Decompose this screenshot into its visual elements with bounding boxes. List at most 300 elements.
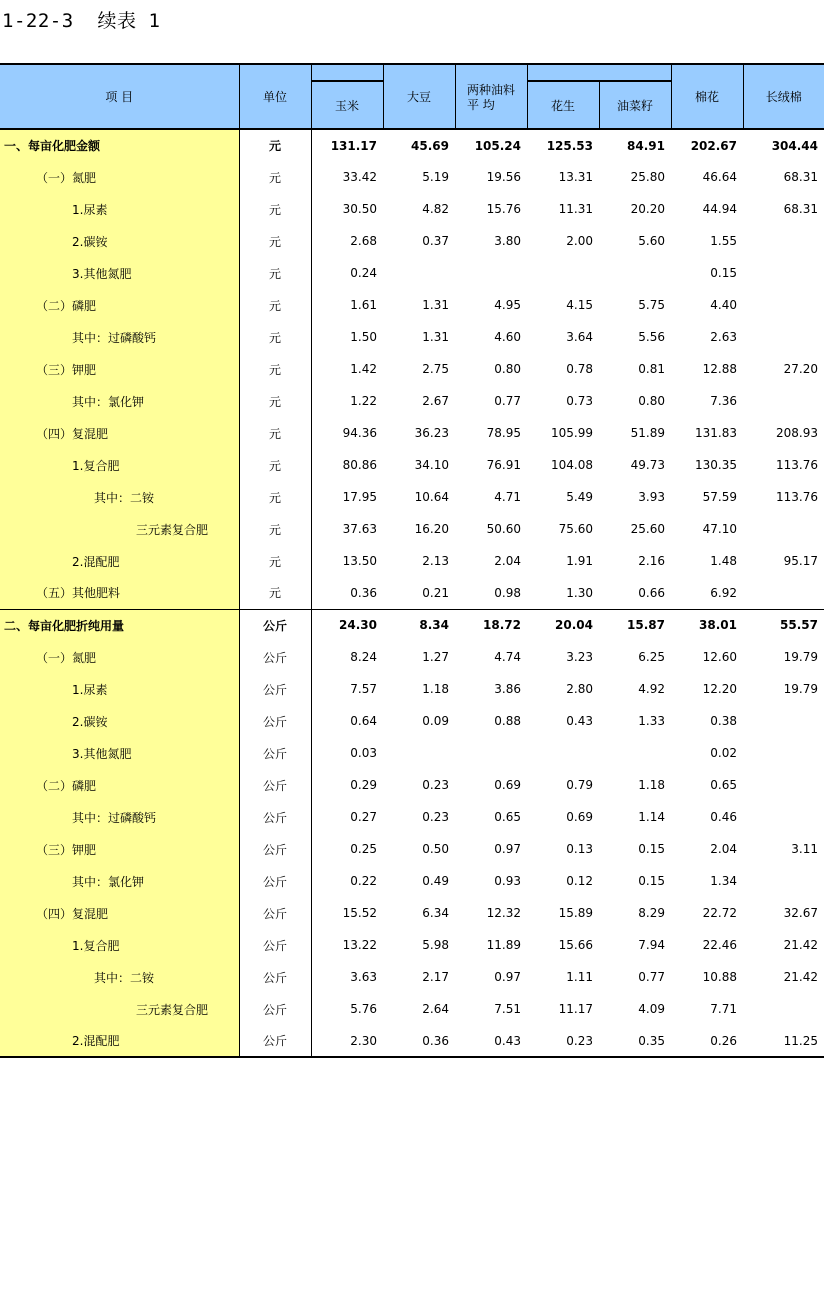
row-unit: 元 xyxy=(239,385,311,417)
row-unit: 公斤 xyxy=(239,801,311,833)
row-value: 0.80 xyxy=(638,394,665,408)
row-item-label: 2.混配肥 xyxy=(0,1025,239,1057)
row-value xyxy=(743,705,824,737)
row-value: 38.01 xyxy=(671,609,743,641)
row-value: 1.31 xyxy=(422,330,449,344)
row-value: 11.17 xyxy=(558,1002,593,1016)
row-value: 0.12 xyxy=(566,874,593,888)
row-value: 1.48 xyxy=(710,554,737,568)
row-item-label: （二）磷肥 xyxy=(0,289,239,321)
row-value: 0.23 xyxy=(527,1025,599,1057)
row-value: 1.61 xyxy=(350,298,377,312)
header-oilseed-line2: 平 均 xyxy=(466,97,495,112)
row-value: 2.16 xyxy=(638,554,665,568)
row-value: 1.91 xyxy=(566,554,593,568)
row-value: 1.18 xyxy=(422,682,449,696)
row-value: 0.15 xyxy=(710,266,737,280)
row-unit: 元 xyxy=(239,577,311,609)
row-value xyxy=(383,257,455,289)
row-item-label: （一）氮肥 xyxy=(0,641,239,673)
row-value: 3.80 xyxy=(494,234,521,248)
row-value: 1.14 xyxy=(638,810,665,824)
row-value: 0.50 xyxy=(422,842,449,856)
row-value: 6.34 xyxy=(422,906,449,920)
row-value: 0.79 xyxy=(566,778,593,792)
row-item-label: 其中：过磷酸钙 xyxy=(0,801,239,833)
row-value: 4.92 xyxy=(638,682,665,696)
header-rapeseed: 油菜籽 xyxy=(599,81,671,129)
row-value: 0.09 xyxy=(422,714,449,728)
row-value: 10.88 xyxy=(702,970,737,984)
header-long-staple-cotton: 长绒棉 xyxy=(743,64,824,129)
row-item-label: 1.尿素 xyxy=(0,673,239,705)
row-value: 2.67 xyxy=(422,394,449,408)
row-value: 0.36 xyxy=(350,585,377,600)
row-value: 3.23 xyxy=(566,650,593,664)
row-value: 20.04 xyxy=(527,609,599,641)
row-value: 15.87 xyxy=(599,609,671,641)
table-row xyxy=(0,545,824,577)
row-value: 0.25 xyxy=(350,842,377,856)
row-value xyxy=(743,993,824,1025)
row-value: 1.30 xyxy=(566,585,593,600)
row-value: 2.75 xyxy=(422,362,449,376)
row-unit: 元 xyxy=(239,193,311,225)
table-row xyxy=(0,225,824,257)
row-value: 1.18 xyxy=(638,778,665,792)
header-blank-1 xyxy=(311,64,383,81)
row-value: 4.71 xyxy=(494,490,521,504)
row-value: 68.31 xyxy=(783,202,818,216)
row-value: 16.20 xyxy=(414,522,449,536)
row-value: 1.50 xyxy=(350,330,377,344)
row-unit: 元 xyxy=(239,257,311,289)
row-value: 95.17 xyxy=(783,554,818,568)
row-item-label: 3.其他氮肥 xyxy=(0,257,239,289)
row-value: 8.34 xyxy=(383,609,455,641)
row-value: 5.19 xyxy=(422,170,449,184)
row-value: 0.78 xyxy=(566,362,593,376)
row-value: 113.76 xyxy=(776,458,818,472)
row-value: 15.66 xyxy=(558,938,593,952)
row-item-label: 2.碳铵 xyxy=(0,225,239,257)
row-value: 105.24 xyxy=(455,129,527,161)
table-row xyxy=(0,929,824,961)
row-value: 0.81 xyxy=(638,362,665,376)
row-value: 7.94 xyxy=(638,938,665,952)
row-value: 12.20 xyxy=(702,682,737,696)
row-unit: 公斤 xyxy=(239,993,311,1025)
table-row xyxy=(0,161,824,193)
row-value: 131.17 xyxy=(311,129,383,161)
row-value xyxy=(599,257,671,289)
table-row xyxy=(0,833,824,865)
row-unit: 元 xyxy=(239,481,311,513)
row-value: 2.04 xyxy=(494,554,521,568)
row-value: 2.00 xyxy=(566,234,593,248)
table-row xyxy=(0,481,824,513)
header-oilseed-line1: 两种油料 xyxy=(466,82,515,97)
row-unit: 元 xyxy=(239,289,311,321)
row-value: 0.49 xyxy=(422,874,449,888)
header-unit: 单位 xyxy=(239,64,311,129)
row-value: 1.11 xyxy=(566,970,593,984)
row-value xyxy=(743,257,824,289)
header-corn: 玉米 xyxy=(311,81,383,129)
row-value: 0.35 xyxy=(599,1025,671,1057)
row-value: 7.36 xyxy=(710,394,737,408)
table-row xyxy=(0,993,824,1025)
row-value: 78.95 xyxy=(486,426,521,440)
row-value: 0.37 xyxy=(422,234,449,248)
row-item-label: 其中：二铵 xyxy=(0,961,239,993)
row-value: 7.71 xyxy=(710,1002,737,1016)
row-value: 5.56 xyxy=(638,330,665,344)
row-value: 45.69 xyxy=(383,129,455,161)
row-item-label: （四）复混肥 xyxy=(0,897,239,929)
row-item-label: （三）钾肥 xyxy=(0,833,239,865)
row-value: 0.73 xyxy=(566,394,593,408)
header-oilseed-average xyxy=(455,64,527,129)
row-item-label: 其中：氯化钾 xyxy=(0,865,239,897)
row-value: 80.86 xyxy=(342,458,377,472)
row-value: 0.23 xyxy=(422,778,449,792)
row-value: 5.75 xyxy=(638,298,665,312)
row-value: 4.15 xyxy=(566,298,593,312)
row-unit: 元 xyxy=(239,449,311,481)
row-value: 24.30 xyxy=(311,609,383,641)
row-value: 46.64 xyxy=(702,170,737,184)
row-value: 5.60 xyxy=(638,234,665,248)
row-value: 15.76 xyxy=(486,202,521,216)
row-value: 1.27 xyxy=(422,650,449,664)
row-item-label: 三元素复合肥 xyxy=(0,513,239,545)
page-title: 1-22-3 续表 1 xyxy=(2,10,161,32)
row-value xyxy=(743,289,824,321)
row-unit: 公斤 xyxy=(239,705,311,737)
table-row xyxy=(0,321,824,353)
row-value: 0.03 xyxy=(350,746,377,760)
row-unit: 公斤 xyxy=(239,609,311,641)
row-value: 0.69 xyxy=(566,810,593,824)
row-value: 3.11 xyxy=(791,842,818,856)
row-value: 0.27 xyxy=(350,810,377,824)
row-value: 2.04 xyxy=(710,842,737,856)
row-value: 1.22 xyxy=(350,394,377,408)
row-unit: 公斤 xyxy=(239,929,311,961)
table-row xyxy=(0,769,824,801)
row-value: 51.89 xyxy=(630,426,665,440)
row-value: 0.77 xyxy=(494,394,521,408)
row-value: 104.08 xyxy=(551,458,593,472)
row-value xyxy=(527,737,599,769)
table-row xyxy=(0,801,824,833)
table-row xyxy=(0,385,824,417)
row-value: 27.20 xyxy=(783,362,818,376)
header-peanut: 花生 xyxy=(527,81,599,129)
row-value: 0.65 xyxy=(494,810,521,824)
table-row xyxy=(0,737,824,769)
row-item-label: 三元素复合肥 xyxy=(0,993,239,1025)
row-value: 0.02 xyxy=(710,746,737,760)
table-row xyxy=(0,193,824,225)
row-value: 3.63 xyxy=(350,970,377,984)
row-value: 25.60 xyxy=(630,522,665,536)
row-value xyxy=(743,865,824,897)
row-value: 131.83 xyxy=(695,426,737,440)
row-value: 0.46 xyxy=(710,810,737,824)
row-unit: 公斤 xyxy=(239,769,311,801)
row-value: 0.69 xyxy=(494,778,521,792)
row-value xyxy=(599,737,671,769)
row-item-label: 一、每亩化肥金额 xyxy=(0,129,239,161)
row-value: 0.29 xyxy=(350,778,377,792)
table-row xyxy=(0,577,824,609)
row-value xyxy=(743,769,824,801)
row-value: 0.15 xyxy=(638,842,665,856)
row-value: 0.36 xyxy=(383,1025,455,1057)
header-item: 项 目 xyxy=(0,64,239,129)
table-row xyxy=(0,353,824,385)
row-value: 0.43 xyxy=(455,1025,527,1057)
table-row xyxy=(0,257,824,289)
row-value: 11.31 xyxy=(558,202,593,216)
row-value: 0.43 xyxy=(566,714,593,728)
row-value: 22.72 xyxy=(702,906,737,920)
row-value: 68.31 xyxy=(783,170,818,184)
row-value: 34.10 xyxy=(414,458,449,472)
row-value: 17.95 xyxy=(342,490,377,504)
row-value: 6.92 xyxy=(710,585,737,600)
row-value: 1.34 xyxy=(710,874,737,888)
row-value: 4.82 xyxy=(422,202,449,216)
row-unit: 元 xyxy=(239,353,311,385)
row-value: 0.23 xyxy=(422,810,449,824)
row-value: 202.67 xyxy=(671,129,743,161)
row-value: 36.23 xyxy=(414,426,449,440)
row-value: 49.73 xyxy=(630,458,665,472)
row-value: 130.35 xyxy=(695,458,737,472)
row-value: 2.30 xyxy=(311,1025,383,1057)
row-value xyxy=(743,801,824,833)
row-unit: 元 xyxy=(239,513,311,545)
row-value: 37.63 xyxy=(342,522,377,536)
row-value: 0.80 xyxy=(494,362,521,376)
header-cotton: 棉花 xyxy=(671,64,743,129)
row-value: 0.38 xyxy=(710,714,737,728)
row-value: 3.86 xyxy=(494,682,521,696)
row-item-label: 其中：氯化钾 xyxy=(0,385,239,417)
row-value: 11.89 xyxy=(486,938,521,952)
row-item-label: 2.混配肥 xyxy=(0,545,239,577)
row-value xyxy=(527,257,599,289)
row-value: 4.40 xyxy=(710,298,737,312)
row-value: 5.49 xyxy=(566,490,593,504)
row-value: 0.97 xyxy=(494,842,521,856)
row-item-label: （三）钾肥 xyxy=(0,353,239,385)
row-value: 0.15 xyxy=(638,874,665,888)
row-value: 12.88 xyxy=(702,362,737,376)
row-value: 4.74 xyxy=(494,650,521,664)
row-value: 8.24 xyxy=(350,650,377,664)
row-value: 13.50 xyxy=(342,554,377,568)
row-unit: 公斤 xyxy=(239,673,311,705)
table-row xyxy=(0,641,824,673)
table-row xyxy=(0,961,824,993)
row-value: 15.52 xyxy=(342,906,377,920)
row-item-label: （五）其他肥料 xyxy=(0,577,239,609)
row-value: 1.31 xyxy=(422,298,449,312)
row-unit: 元 xyxy=(239,161,311,193)
row-value: 13.22 xyxy=(342,938,377,952)
row-value: 19.79 xyxy=(783,650,818,664)
row-value: 12.32 xyxy=(486,906,521,920)
row-value: 19.56 xyxy=(486,170,521,184)
row-unit: 元 xyxy=(239,545,311,577)
row-value xyxy=(383,737,455,769)
row-unit: 公斤 xyxy=(239,1025,311,1057)
row-value: 15.89 xyxy=(558,906,593,920)
table-row xyxy=(0,417,824,449)
table-row xyxy=(0,673,824,705)
row-unit: 元 xyxy=(239,321,311,353)
row-unit: 元 xyxy=(239,417,311,449)
row-value: 0.22 xyxy=(350,874,377,888)
row-value: 47.10 xyxy=(702,522,737,536)
row-unit: 公斤 xyxy=(239,641,311,673)
row-value: 32.67 xyxy=(783,906,818,920)
row-value: 0.97 xyxy=(494,970,521,984)
row-value xyxy=(743,321,824,353)
row-value xyxy=(743,225,824,257)
row-value: 11.25 xyxy=(743,1025,824,1057)
table-row xyxy=(0,897,824,929)
row-value: 22.46 xyxy=(702,938,737,952)
header-blank-2 xyxy=(527,64,671,81)
row-value: 0.65 xyxy=(710,778,737,792)
row-value: 125.53 xyxy=(527,129,599,161)
row-value: 0.77 xyxy=(638,970,665,984)
row-item-label: 1.尿素 xyxy=(0,193,239,225)
row-value: 12.60 xyxy=(702,650,737,664)
row-value: 4.09 xyxy=(638,1002,665,1016)
row-value xyxy=(455,737,527,769)
table-row xyxy=(0,289,824,321)
row-value: 94.36 xyxy=(342,426,377,440)
row-value: 1.42 xyxy=(350,362,377,376)
table-row xyxy=(0,609,824,641)
row-value: 6.25 xyxy=(638,650,665,664)
row-item-label: （二）磷肥 xyxy=(0,769,239,801)
row-unit: 公斤 xyxy=(239,865,311,897)
row-value: 208.93 xyxy=(776,426,818,440)
row-value: 5.98 xyxy=(422,938,449,952)
row-value: 7.51 xyxy=(494,1002,521,1016)
row-value: 0.21 xyxy=(422,585,449,600)
row-value: 50.60 xyxy=(486,522,521,536)
row-value: 76.91 xyxy=(486,458,521,472)
row-item-label: 其中：过磷酸钙 xyxy=(0,321,239,353)
row-unit: 元 xyxy=(239,129,311,161)
row-value: 25.80 xyxy=(630,170,665,184)
row-value: 30.50 xyxy=(342,202,377,216)
data-table xyxy=(0,63,824,1058)
row-unit: 元 xyxy=(239,225,311,257)
row-value: 57.59 xyxy=(702,490,737,504)
row-value: 1.55 xyxy=(710,234,737,248)
row-value: 3.64 xyxy=(566,330,593,344)
row-value: 18.72 xyxy=(455,609,527,641)
row-value: 7.57 xyxy=(350,682,377,696)
row-value: 0.88 xyxy=(494,714,521,728)
table-row xyxy=(0,449,824,481)
table-row xyxy=(0,129,824,161)
row-item-label: （一）氮肥 xyxy=(0,161,239,193)
row-item-label: （四）复混肥 xyxy=(0,417,239,449)
row-value: 304.44 xyxy=(743,129,824,161)
row-unit: 公斤 xyxy=(239,737,311,769)
row-unit: 公斤 xyxy=(239,961,311,993)
row-value: 113.76 xyxy=(776,490,818,504)
row-value: 105.99 xyxy=(551,426,593,440)
row-unit: 公斤 xyxy=(239,897,311,929)
row-unit: 公斤 xyxy=(239,833,311,865)
table-row xyxy=(0,705,824,737)
row-value: 8.29 xyxy=(638,906,665,920)
table-header xyxy=(0,64,824,129)
row-item-label: 其中：二铵 xyxy=(0,481,239,513)
table-body xyxy=(0,129,824,1057)
row-value: 10.64 xyxy=(414,490,449,504)
table-row xyxy=(0,1025,824,1057)
row-value: 4.60 xyxy=(494,330,521,344)
row-value: 44.94 xyxy=(702,202,737,216)
row-value: 0.66 xyxy=(638,585,665,600)
row-value xyxy=(743,513,824,545)
row-item-label: 3.其他氮肥 xyxy=(0,737,239,769)
row-value: 3.93 xyxy=(638,490,665,504)
row-value xyxy=(743,385,824,417)
row-value: 75.60 xyxy=(558,522,593,536)
row-value: 2.68 xyxy=(350,234,377,248)
row-value: 4.95 xyxy=(494,298,521,312)
row-value xyxy=(743,737,824,769)
row-value: 2.13 xyxy=(422,554,449,568)
table-row xyxy=(0,865,824,897)
row-item-label: 1.复合肥 xyxy=(0,449,239,481)
row-item-label: 1.复合肥 xyxy=(0,929,239,961)
row-value: 20.20 xyxy=(630,202,665,216)
row-value: 0.13 xyxy=(566,842,593,856)
row-value: 0.98 xyxy=(494,585,521,600)
row-value: 2.17 xyxy=(422,970,449,984)
row-value: 21.42 xyxy=(783,970,818,984)
row-item-label: 二、每亩化肥折纯用量 xyxy=(0,609,239,641)
row-value: 33.42 xyxy=(342,170,377,184)
row-value: 13.31 xyxy=(558,170,593,184)
row-value: 2.80 xyxy=(566,682,593,696)
row-value: 2.63 xyxy=(710,330,737,344)
header-soybean: 大豆 xyxy=(383,64,455,129)
row-value: 55.57 xyxy=(743,609,824,641)
row-value: 0.26 xyxy=(671,1025,743,1057)
row-value xyxy=(743,577,824,609)
row-value: 0.64 xyxy=(350,714,377,728)
row-value: 0.24 xyxy=(350,266,377,280)
row-value: 19.79 xyxy=(783,682,818,696)
row-value xyxy=(455,257,527,289)
row-value: 5.76 xyxy=(350,1002,377,1016)
